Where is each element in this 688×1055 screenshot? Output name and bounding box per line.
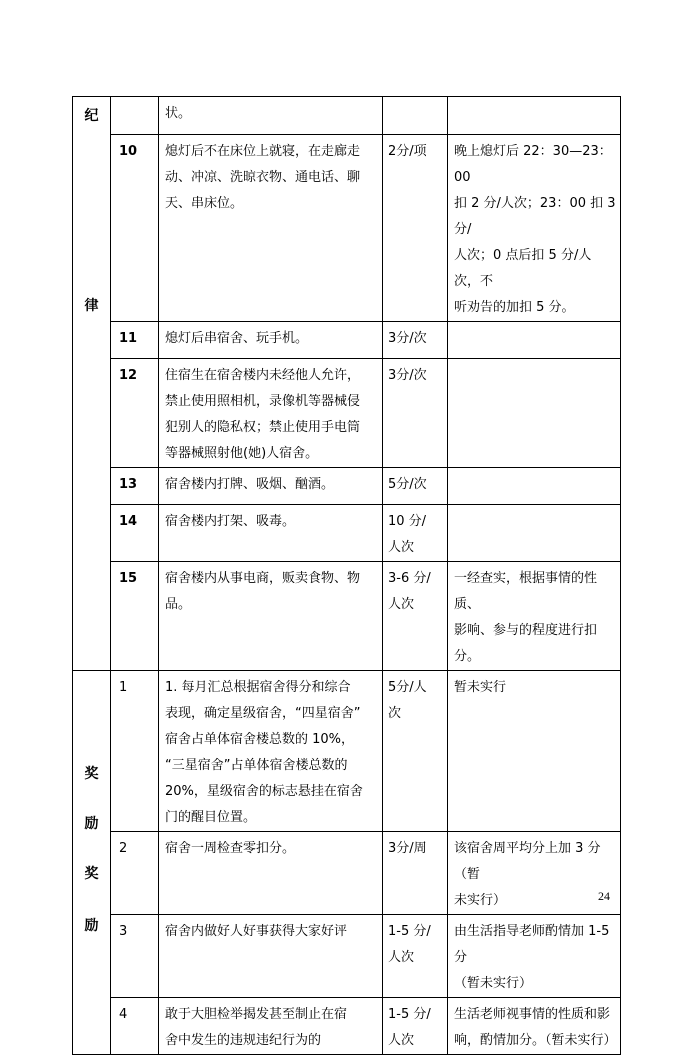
row-number: 3 — [111, 915, 159, 998]
row-score: 2分/项 — [383, 135, 448, 322]
row-score: 3分/次 — [383, 359, 448, 468]
row-note: 生活老师视事情的性质和影 响，酌情加分。（暂未实行） — [448, 998, 621, 1055]
row-description: 宿舍楼内打架、吸毒。 — [159, 505, 383, 562]
row-number: 2 — [111, 832, 159, 915]
row-description: 宿舍楼内从事电商，贩卖食物、物 品。 — [159, 562, 383, 671]
table-row — [73, 505, 621, 562]
row-description: 宿舍一周检查零扣分。 — [159, 832, 383, 915]
category-char: 律 — [84, 298, 99, 314]
table-row — [73, 562, 621, 671]
category-char: 奖 — [84, 766, 99, 782]
row-score: 10 分/ 人次 — [383, 505, 448, 562]
row-score — [383, 97, 448, 135]
table-row — [73, 359, 621, 468]
row-note — [448, 359, 621, 468]
row-number: 15 — [111, 562, 159, 671]
table-row — [73, 135, 621, 322]
row-number: 4 — [111, 998, 159, 1055]
row-note: 由生活指导老师酌情加 1-5 分 （暂未实行） — [448, 915, 621, 998]
row-number: 13 — [111, 468, 159, 505]
category-char: 励 — [84, 816, 99, 832]
table-row — [73, 468, 621, 505]
row-number: 14 — [111, 505, 159, 562]
row-score: 3-6 分/ 人次 — [383, 562, 448, 671]
category-cell-reward — [73, 671, 111, 1055]
row-number: 11 — [111, 322, 159, 359]
category-char: 励 — [84, 918, 99, 934]
row-note: 晚上熄灯后 22：30—23：00 扣 2 分/人次；23：00 扣 3 分/ 人次；0 点后扣 5 分/人次，不 听劝告的加扣 5 分。 — [448, 135, 621, 322]
row-description: 宿舍内做好人好事获得大家好评 — [159, 915, 383, 998]
category-char: 纪 — [84, 108, 99, 124]
row-description: 住宿生在宿舍楼内未经他人允许， 禁止使用照相机，录像机等器械侵 犯别人的隐私权；禁止使用手电筒 等器械照射他(她)人宿舍。 — [159, 359, 383, 468]
page-number: 24 — [598, 889, 610, 903]
row-number — [111, 97, 159, 135]
table-row — [73, 915, 621, 998]
row-score: 3分/次 — [383, 322, 448, 359]
table-row — [73, 832, 621, 915]
row-score: 1-5 分/ 人次 — [383, 998, 448, 1055]
row-description: 熄灯后串宿舍、玩手机。 — [159, 322, 383, 359]
row-number: 12 — [111, 359, 159, 468]
row-note — [448, 97, 621, 135]
row-description: 宿舍楼内打牌、吸烟、酗酒。 — [159, 468, 383, 505]
row-score: 5分/人 次 — [383, 671, 448, 832]
row-number: 1 — [111, 671, 159, 832]
row-description: 熄灯后不在床位上就寝，在走廊走 动、冲凉、洗晾衣物、通电话、聊 天、串床位。 — [159, 135, 383, 322]
row-note: 一经查实，根据事情的性质、 影响、参与的程度进行扣分。 — [448, 562, 621, 671]
row-note — [448, 505, 621, 562]
row-score: 5分/次 — [383, 468, 448, 505]
rules-table — [72, 96, 621, 1055]
row-description: 敢于大胆检举揭发甚至制止在宿 舍中发生的违规违纪行为的 — [159, 998, 383, 1055]
table-row — [73, 998, 621, 1055]
row-note: 暂未实行 — [448, 671, 621, 832]
row-number: 10 — [111, 135, 159, 322]
category-cell-discipline — [73, 97, 111, 671]
row-score: 3分/周 — [383, 832, 448, 915]
table-row — [73, 97, 621, 135]
row-note: 该宿舍周平均分上加 3 分（暂 未实行） — [448, 832, 621, 915]
row-description: 状。 — [159, 97, 383, 135]
row-description: 1. 每月汇总根据宿舍得分和综合 表现，确定星级宿舍，“四星宿舍” 宿舍占单体宿舍楼总数的 10%， “三星宿舍”占单体宿舍楼总数的 20%，星级宿舍的标志悬挂在宿舍 门的醒目位置。 — [159, 671, 383, 832]
row-score: 1-5 分/ 人次 — [383, 915, 448, 998]
row-note — [448, 468, 621, 505]
row-note — [448, 322, 621, 359]
table-row — [73, 322, 621, 359]
table-row — [73, 671, 621, 832]
category-char: 奖 — [84, 866, 99, 882]
